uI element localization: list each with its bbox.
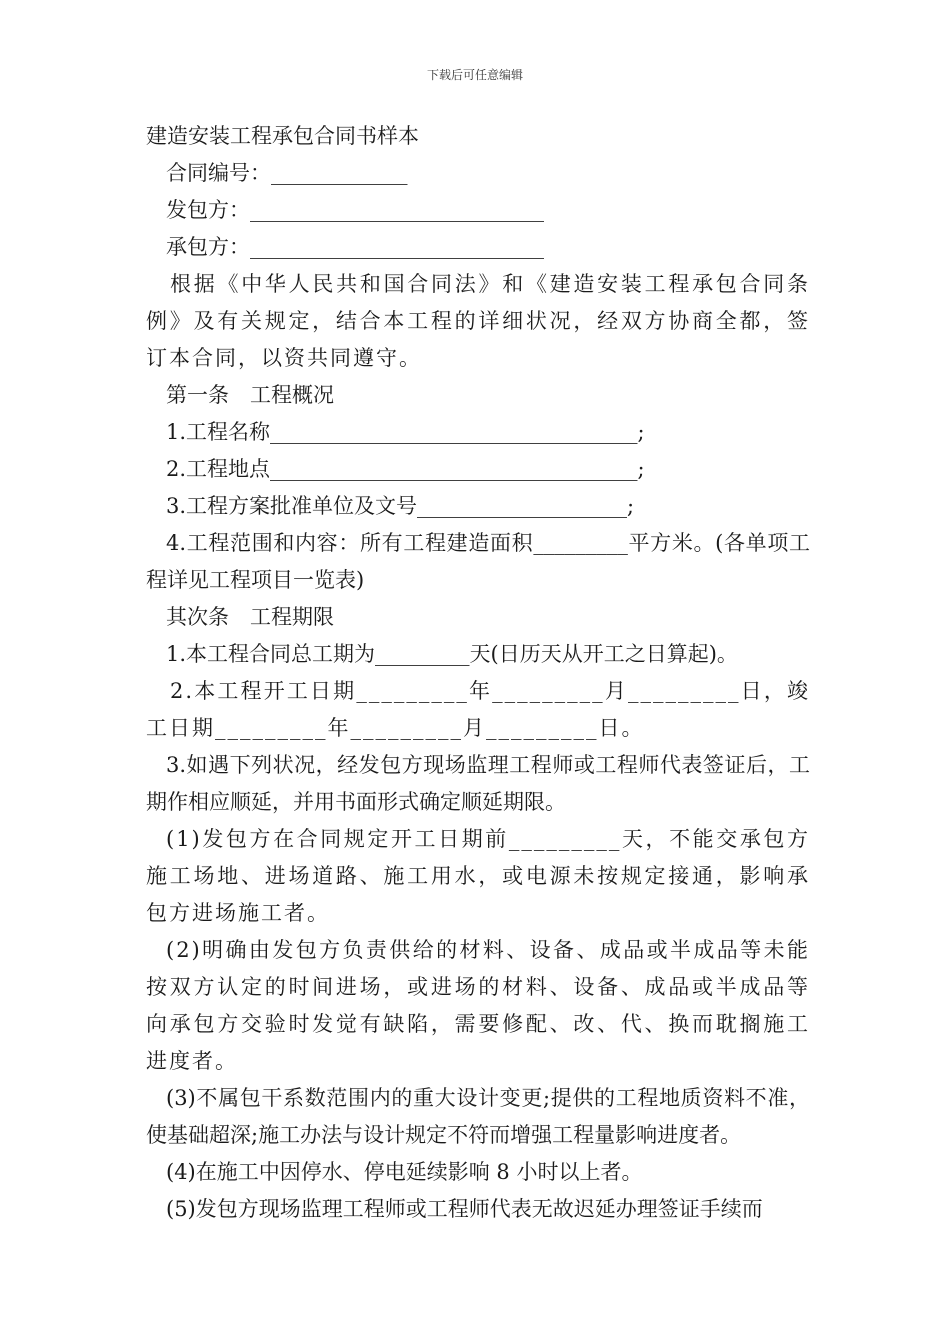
party-a-line: 发包方：____________________________	[166, 198, 544, 222]
article-1-heading: 第一条 工程概况	[166, 383, 334, 407]
page-header-note: 下载后可任意编辑	[426, 68, 523, 82]
article-1-item-3: 3.工程方案批准单位及文号____________________;	[166, 494, 635, 518]
article-2-sub-5: (5)发包方现场监理工程师或工程师代表无故迟延办理签证手续而	[166, 1197, 763, 1221]
article-2-item-3: 3.如遇下列状况，经发包方现场监理工程师或工程师代表签证后，工期作相应顺延，并用书面形式确定顺延期限。	[146, 753, 810, 814]
article-2-item-2: 2.本工程开工日期_________年_________月_________日，竣工日期_________年_________月_________日。	[146, 679, 810, 740]
document-title: 建造安装工程承包合同书样本	[146, 124, 419, 148]
article-1-item-1: 1.工程名称___________________________________;	[166, 420, 645, 444]
article-2-sub-2: (2)明确由发包方负责供给的材料、设备、成品或半成品等未能按双方认定的时间进场，或进场的材料、设备、成品或半成品等向承包方交验时发觉有缺陷，需要修配、改、代、换而耽搁施工进度者。	[146, 938, 810, 1073]
article-1-item-4: 4.工程范围和内容：所有工程建造面积_________平方米。(各单项工程详见工程项目一览表)	[146, 531, 810, 592]
contract-number-line: 合同编号：_____________	[166, 161, 408, 185]
article-2-heading: 其次条 工程期限	[166, 605, 334, 629]
article-2-sub-4: (4)在施工中因停水、停电延续影响 8 小时以上者。	[166, 1160, 643, 1184]
article-2-sub-3: (3)不属包干系数范围内的重大设计变更;提供的工程地质资料不准，使基础超深;施工办法与设计规定不符而增强工程量影响进度者。	[146, 1086, 810, 1147]
contract-body	[146, 118, 810, 1228]
article-2-item-1: 1.本工程合同总工期为_________天(日历天从开工之日算起)。	[166, 642, 738, 666]
party-b-line: 承包方：____________________________	[166, 235, 544, 259]
article-2-sub-1: (1)发包方在合同规定开工日期前_________天，不能交承包方施工场地、进场道路、施工用水，或电源未按规定接通，影响承包方进场施工者。	[146, 827, 810, 925]
preamble-paragraph: 根据《中华人民共和国合同法》和《建造安装工程承包合同条例》及有关规定，结合本工程的详细状况，经双方协商全都，签订本合同，以资共同遵守。	[146, 272, 810, 370]
article-1-item-2: 2.工程地点___________________________________;	[166, 457, 645, 481]
